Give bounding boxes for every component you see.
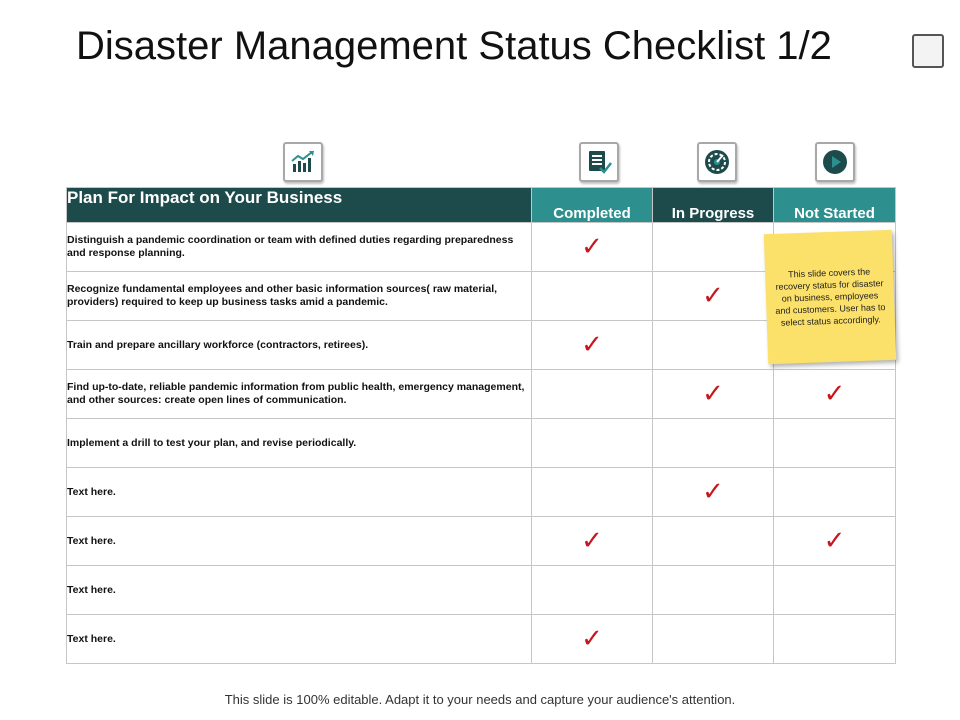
status-cell-completed[interactable] — [532, 223, 653, 272]
bar-chart-growth-icon — [283, 142, 323, 182]
status-cell-not-started[interactable] — [774, 419, 896, 468]
footer-note: This slide is 100% editable. Adapt it to your needs and capture your audience's attention. — [224, 692, 736, 707]
status-cell-not-started[interactable] — [774, 566, 896, 615]
table-row — [67, 419, 896, 468]
status-cell-completed[interactable] — [532, 468, 653, 517]
task-text: Text here. — [67, 517, 532, 566]
status-cell-completed[interactable] — [532, 321, 653, 370]
dashboard-gauge-icon — [697, 142, 737, 182]
table-row — [67, 517, 896, 566]
check-mark-icon: ✓ — [702, 477, 724, 507]
corner-square-icon — [912, 34, 944, 68]
status-cell-not-started[interactable] — [774, 615, 896, 664]
status-cell-in-progress[interactable] — [653, 370, 774, 419]
status-cell-completed[interactable] — [532, 370, 653, 419]
status-cell-in-progress[interactable] — [653, 615, 774, 664]
task-text: Text here. — [67, 566, 532, 615]
check-mark-icon: ✓ — [702, 379, 724, 409]
status-cell-in-progress[interactable] — [653, 272, 774, 321]
status-cell-in-progress[interactable] — [653, 321, 774, 370]
column-header-in-progress: In Progress — [653, 188, 774, 223]
document-check-icon — [579, 142, 619, 182]
status-cell-in-progress[interactable] — [653, 468, 774, 517]
status-cell-in-progress[interactable] — [653, 223, 774, 272]
check-mark-icon: ✓ — [581, 232, 603, 262]
task-text: Recognize fundamental employees and other basic information sources( raw material, providers) required to keep up business tasks amid a pandemic. — [67, 272, 532, 321]
task-text: Text here. — [67, 615, 532, 664]
status-cell-not-started[interactable] — [774, 370, 896, 419]
check-mark-icon: ✓ — [823, 526, 846, 556]
status-cell-not-started[interactable] — [774, 517, 896, 566]
status-cell-in-progress[interactable] — [653, 517, 774, 566]
check-mark-icon: ✓ — [702, 281, 724, 311]
check-mark-icon: ✓ — [581, 526, 603, 556]
column-header-not-started: Not Started — [774, 188, 896, 223]
column-header-completed: Completed — [532, 188, 653, 223]
task-text: Find up-to-date, reliable pandemic information from public health, emergency management, and other sources: create open lines of communication. — [67, 370, 532, 419]
check-mark-icon: ✓ — [823, 379, 846, 409]
task-text: Distinguish a pandemic coordination or team with defined duties regarding preparedness and response planning. — [67, 223, 532, 272]
table-row — [67, 370, 896, 419]
sticky-note-text: This slide covers the recovery status for disaster on business, employees and customers. User has to select status accordingly. — [775, 266, 886, 328]
task-text: Text here. — [67, 468, 532, 517]
table-row — [67, 566, 896, 615]
status-cell-completed[interactable] — [532, 419, 653, 468]
task-text: Implement a drill to test your plan, and revise periodically. — [67, 419, 532, 468]
status-cell-not-started[interactable] — [774, 468, 896, 517]
sticky-note — [764, 230, 896, 364]
page-title: Disaster Management Status Checklist 1/2 — [76, 24, 832, 68]
play-circle-icon — [815, 142, 855, 182]
status-cell-completed[interactable] — [532, 272, 653, 321]
table-header-title: Plan For Impact on Your Business — [67, 188, 532, 223]
status-cell-in-progress[interactable] — [653, 566, 774, 615]
status-cell-completed[interactable] — [532, 615, 653, 664]
status-cell-in-progress[interactable] — [653, 419, 774, 468]
task-text: Train and prepare ancillary workforce (contractors, retirees). — [67, 321, 532, 370]
check-mark-icon: ✓ — [581, 330, 603, 360]
status-cell-completed[interactable] — [532, 566, 653, 615]
table-row — [67, 615, 896, 664]
status-cell-completed[interactable] — [532, 517, 653, 566]
check-mark-icon: ✓ — [581, 624, 603, 654]
table-row — [67, 468, 896, 517]
